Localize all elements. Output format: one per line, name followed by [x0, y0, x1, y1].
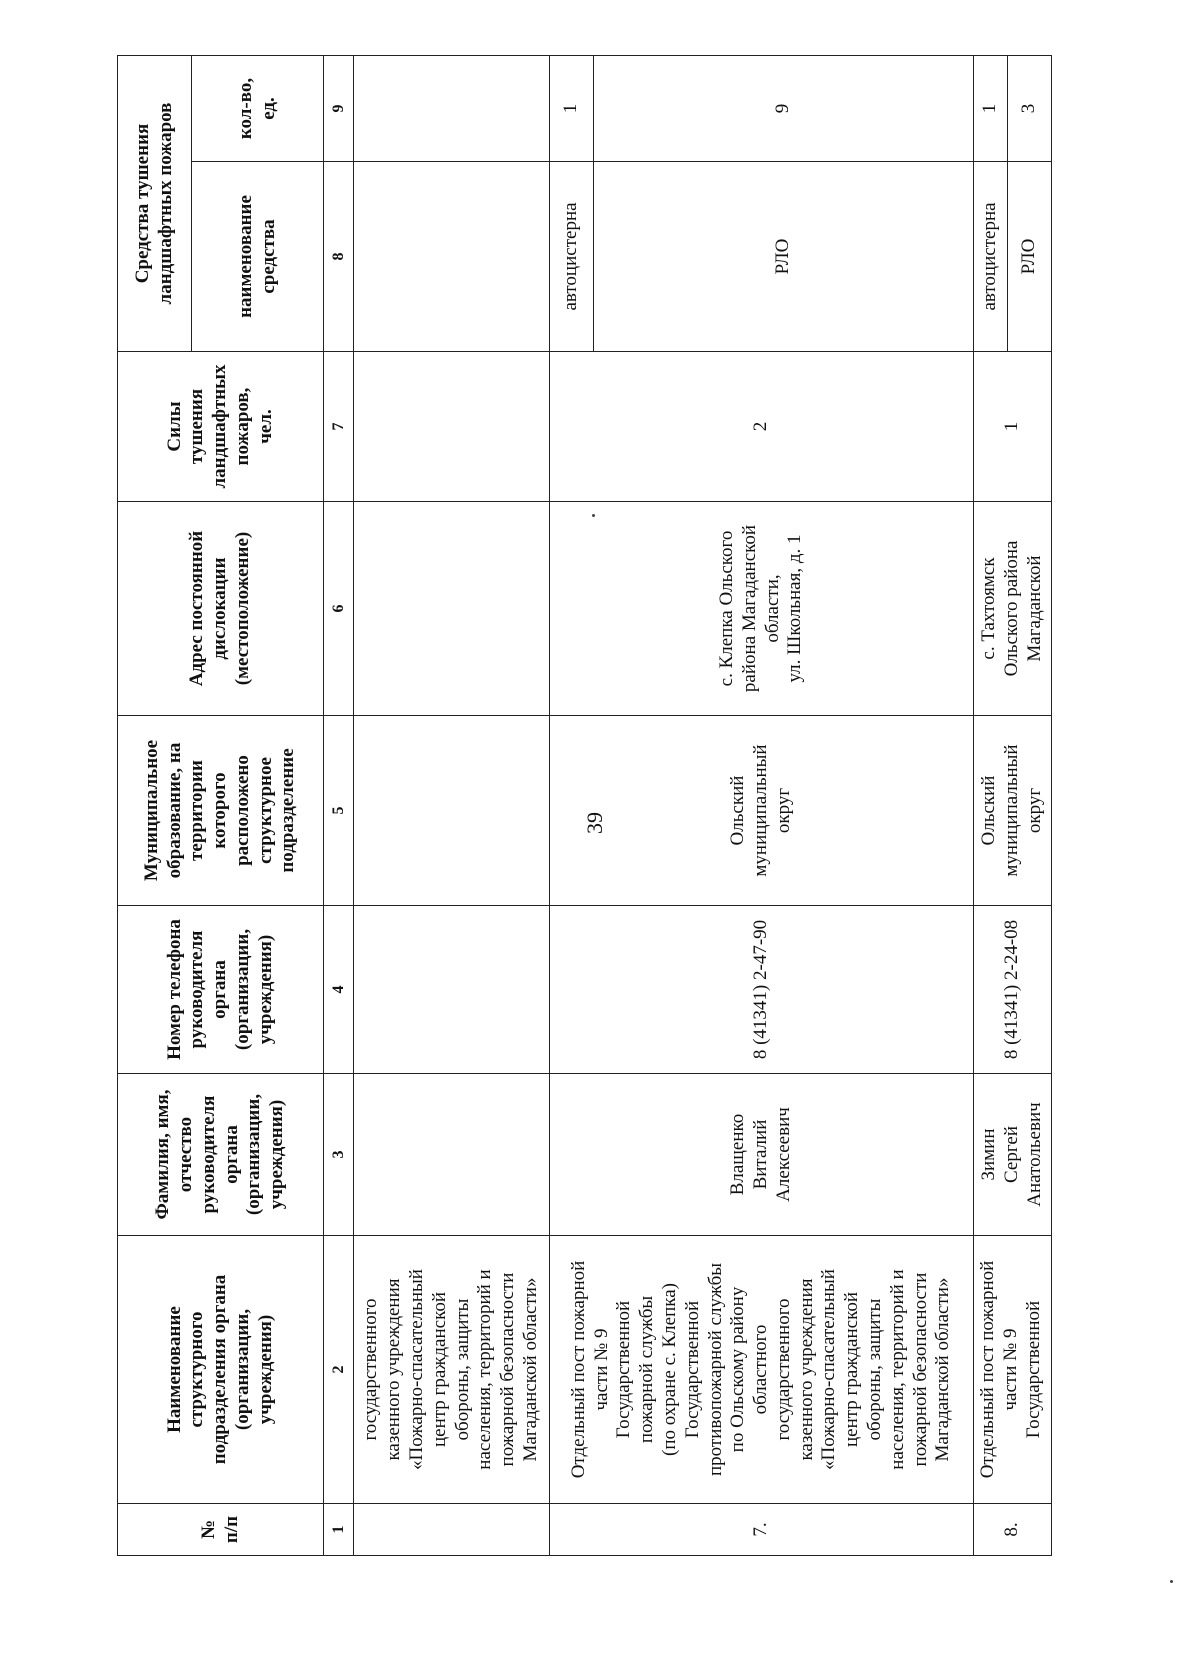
cell-empty: [354, 56, 550, 162]
rotated-table-wrapper: [117, 56, 1081, 1556]
header-phone: Номер телефона руководителя органа (организации, учреждения): [118, 906, 324, 1074]
col-number-9: 9: [324, 56, 354, 162]
cell-municipality: Ольский муниципальный округ: [550, 716, 974, 906]
cell-unit-name: Отдельный пост пожарной части № 9 Государственной: [974, 1236, 1052, 1504]
cell-row-number: 7.: [550, 1504, 974, 1556]
scan-speck: [1170, 1580, 1173, 1583]
cell-head-name: Зимин Сергей Анатольевич: [974, 1074, 1052, 1236]
page-number: 39: [582, 812, 607, 834]
cell-means-name: автоцистерна: [974, 162, 1008, 352]
cell-phone: 8 (41341) 2-47-90: [550, 906, 974, 1074]
cell-address: с. Тахтоямск Ольского района Магаданской: [974, 502, 1052, 716]
column-numbers-row: [324, 56, 354, 1556]
cell-empty: [354, 502, 550, 716]
col-number-6: 6: [324, 502, 354, 716]
col-number-1: 1: [324, 1504, 354, 1556]
cell-empty: [354, 1074, 550, 1236]
cell-means-qty: 3: [1008, 56, 1052, 162]
cell-empty: [354, 352, 550, 502]
cell-means-qty: 1: [974, 56, 1008, 162]
cell-means-name: автоцистерна: [550, 162, 594, 352]
table-row-8a: [974, 56, 1008, 1556]
header-unit-name: Наименование структурного подразделения органа (организации, учреждения): [118, 1236, 324, 1504]
table-row-7a: [550, 56, 594, 1556]
col-number-4: 4: [324, 906, 354, 1074]
header-head-name: Фамилия, имя, отчество руководителя органа (организации, учреждения): [118, 1074, 324, 1236]
header-number: № п/п: [118, 1504, 324, 1556]
header-row-1: [118, 56, 192, 1556]
cell-municipality: Ольский муниципальный округ: [974, 716, 1052, 906]
cell-unit-name: Отдельный пост пожарной части № 9 Государственной пожарной службы (по охране с. Клепка) Государственной противопожарной службы по Ольскому району областного государственного казенного учреждения «Пожарно-спасательный центр гражданской обороны, защиты населения, территорий и пожарной безопасности Магаданской области»: [550, 1236, 974, 1504]
cell-forces: 2: [550, 352, 974, 502]
cell-means-qty: 9: [594, 56, 974, 162]
cell-means-name: РЛО: [594, 162, 974, 352]
cell-phone: 8 (41341) 2-24-08: [974, 906, 1052, 1074]
header-means-name: наименование средства: [192, 162, 324, 352]
cell-empty: [354, 1504, 550, 1556]
header-municipality: Муниципальное образование, на территории которого расположено структурное подразделение: [118, 716, 324, 906]
cell-means-qty: 1: [550, 56, 594, 162]
cell-address: с. Клепка Ольского района Магаданской области, ул. Школьная, д. 1: [550, 502, 974, 716]
cell-head-name: Влащенко Виталий Алексеевич: [550, 1074, 974, 1236]
col-number-5: 5: [324, 716, 354, 906]
col-number-7: 7: [324, 352, 354, 502]
cell-row-number: 8.: [974, 1504, 1052, 1556]
fire-units-table: [117, 55, 1052, 1556]
header-means-qty: кол-во, ед.: [192, 56, 324, 162]
cell-empty: [354, 906, 550, 1074]
cell-empty: [354, 162, 550, 352]
col-number-8: 8: [324, 162, 354, 352]
header-forces: Силы тушения ландшафтных пожаров, чел.: [118, 352, 324, 502]
header-address: Адрес постоянной дислокации (местоположение): [118, 502, 324, 716]
header-means: Средства тушения ландшафтных пожаров: [118, 56, 192, 352]
col-number-3: 3: [324, 1074, 354, 1236]
cell-unit-name: государственного казенного учреждения «Пожарно-спасательный центр гражданской обороны, защиты населения, территорий и пожарной безопасности Магаданской области»: [354, 1236, 550, 1504]
cell-means-name: РЛО: [1008, 162, 1052, 352]
cell-empty: [354, 716, 550, 906]
table-row-continuation: [354, 56, 550, 1556]
col-number-2: 2: [324, 1236, 354, 1504]
cell-forces: 1: [974, 352, 1052, 502]
